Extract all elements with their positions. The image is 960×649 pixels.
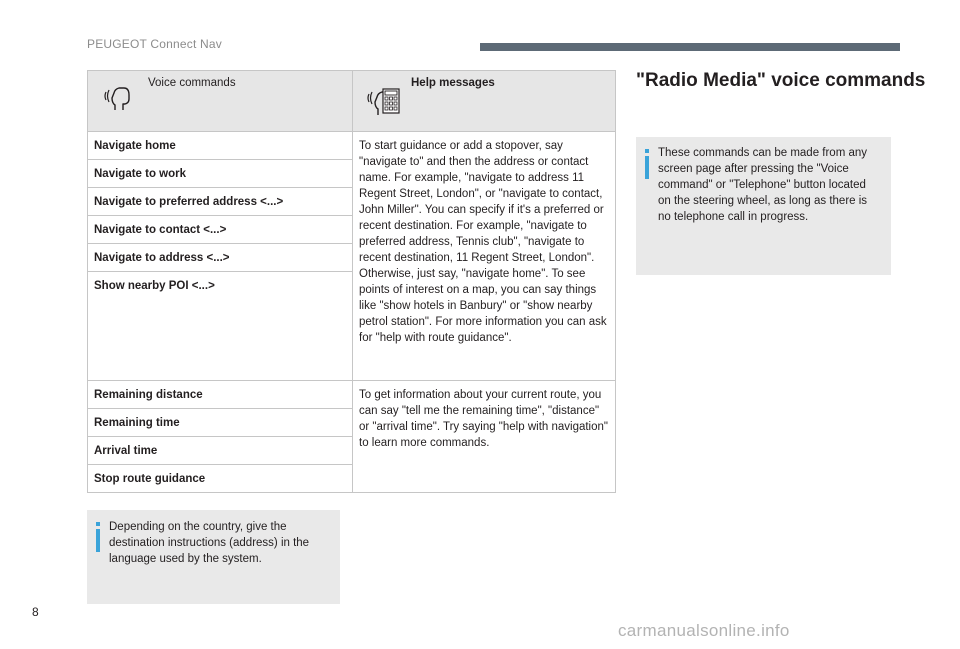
command-cell: Navigate to work: [88, 160, 353, 188]
info-icon: [644, 149, 650, 179]
country-language-note-text: Depending on the country, give the destination instructions (address) in the language used by the system.: [109, 521, 310, 565]
command-cell: Remaining time: [88, 409, 353, 437]
section-title: "Radio Media" voice commands: [636, 70, 926, 91]
header-accent-bar: [480, 43, 900, 51]
header-commands-label: Voice commands: [148, 77, 236, 89]
command-cell: Arrival time: [88, 437, 353, 465]
command-cell: Stop route guidance: [88, 465, 353, 493]
manual-title: PEUGEOT Connect Nav: [87, 37, 222, 51]
command-cell: Navigate to preferred address <...>: [88, 188, 353, 216]
radio-media-note-text: These commands can be made from any screen page after pressing the "Voice command" or "Telephone" button located on the steering wheel, as long as there is no telephone call in progress.: [658, 147, 868, 223]
info-icon: [95, 522, 101, 552]
country-language-note: [87, 510, 340, 604]
header-help-cell: [353, 71, 616, 132]
table-row: [88, 132, 616, 160]
help-keypad-icon: [367, 83, 401, 117]
help-message-navigation: To start guidance or add a stopover, say "navigate to" and then the address or contact name. For example, "navigate to address 11 Regent Street, London", or "navigate to contact, John Miller". You can specify if it's a preferred or recent destination. For example, "navigate to preferred address, Tennis club", "navigate to recent destination, 11 Regent Street, London". Otherwise, just say, "navigate home". To see points of interest on a map, you can say things like "show hotels in Banbury" or "show nearby petrol station". For more information you can ask for "help with route guidance".: [353, 132, 616, 381]
table-header-row: [88, 71, 616, 132]
command-cell: Show nearby POI <...>: [88, 272, 353, 381]
voice-command-icon: [102, 83, 132, 113]
command-cell: Navigate to contact <...>: [88, 216, 353, 244]
watermark: carmanualsonline.info: [618, 621, 790, 640]
help-message-route: To get information about your current route, you can say "tell me the remaining time", "distance" or "arrival time". Try saying "help with navigation" to learn more commands.: [353, 381, 616, 493]
page-number: 8: [32, 605, 39, 619]
header-commands-cell: [88, 71, 353, 132]
header-help-label: Help messages: [411, 77, 495, 89]
command-cell: Navigate to address <...>: [88, 244, 353, 272]
command-cell: Navigate home: [88, 132, 353, 160]
command-cell: Remaining distance: [88, 381, 353, 409]
table-row: [88, 381, 616, 409]
voice-commands-table: [87, 70, 616, 493]
radio-media-note: [636, 137, 891, 275]
